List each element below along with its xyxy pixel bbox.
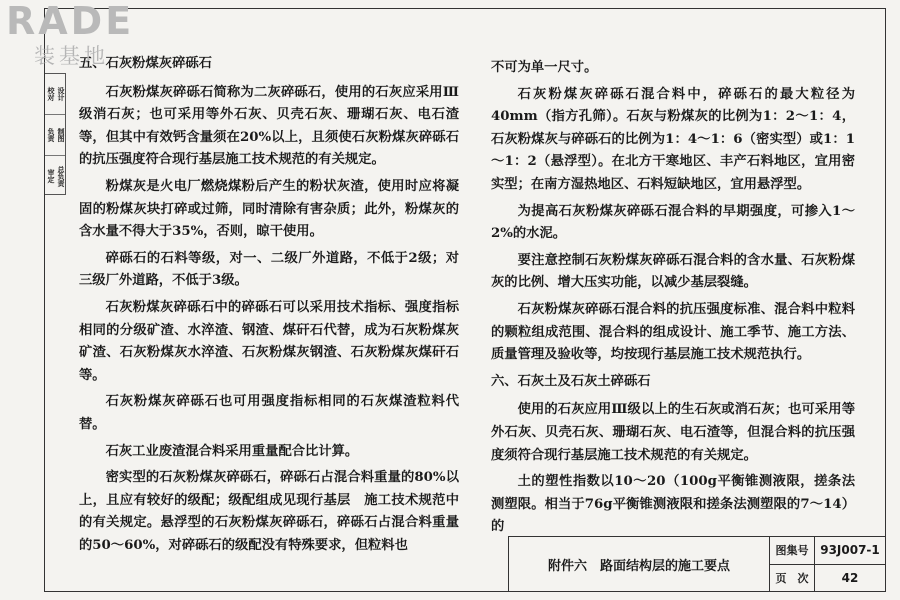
paragraph: 要注意控制石灰粉煤灰碎砾石混合料的含水量、石灰粉煤灰的比例、增大压实功能，以减少基层裂缝。 xyxy=(491,252,855,291)
page-number: 42 xyxy=(841,570,859,585)
watermark-brand: RADE xyxy=(6,0,135,43)
watermark-subtitle: 装基地 xyxy=(34,44,109,68)
paragraph: 土的塑性指数以10～20（100g平衡锥测液限，搓条法测塑限。相当于76g平衡锥测液限和搓条法测塑限的7～14）的 xyxy=(491,474,855,535)
paragraph: 不可为单一尺寸。 xyxy=(491,60,598,75)
signature-sidebar xyxy=(45,73,66,195)
page-number-label: 页 次 xyxy=(770,565,815,592)
paragraph: 石灰工业废渣混合料采用重量配合比计算。 xyxy=(105,443,359,459)
sidebar-cell: 负责 xyxy=(47,128,56,142)
paragraph: 密实型的石灰粉煤灰碎砾石，碎砾石占混合料重量的80%以上，且应有较好的级配；级配组成见现行基层 施工技术规范中的有关规定。悬浮型的石灰粉煤灰碎砾石，碎砾石占混合料重量的50～60%，对碎砾石的级配没有特殊要求，但粒料也 xyxy=(79,470,459,553)
drawing-number: 93J007-1 xyxy=(820,543,880,558)
paragraph: 粉煤灰是火电厂燃烧煤粉后产生的粉状灰渣，使用时应将凝固的粉煤灰块打碎或过筛，同时清除有害杂质；此外，粉煤灰的含水量不得大于35%，否则，晾干使用。 xyxy=(79,178,459,240)
paragraph: 石灰粉煤灰碎砾石中的碎砾石可以采用技术指标、强度指标相同的分级矿渣、水淬渣、钢渣、煤矸石代替，成为石灰粉煤灰矿渣、石灰粉煤灰水淬渣、石灰粉煤灰钢渣、石灰粉煤灰煤矸石等。 xyxy=(79,299,459,383)
page-frame xyxy=(44,8,886,592)
section-heading-six: 六、石灰土及石灰土碎砾石 xyxy=(491,373,651,389)
title-block xyxy=(508,536,885,591)
paragraph: 为提高石灰粉煤灰碎砾石混合料的早期强度，可掺入1～2%的水泥。 xyxy=(491,203,855,242)
sidebar-cell: 总负责 xyxy=(57,165,66,187)
drawing-number-label: 图集号 xyxy=(770,537,815,564)
sidebar-cell: 校对 xyxy=(47,87,56,101)
left-column xyxy=(79,53,459,561)
sidebar-cell: 审定 xyxy=(47,169,56,183)
watermark-logo xyxy=(6,2,156,74)
paragraph: 石灰粉煤灰碎砾石简称为二灰碎砾石，使用的石灰应采用Ⅲ级消石灰；也可采用等外石灰、贝壳石灰、珊瑚石灰、电石渣等，但其中有效钙含量须在20%以上，且须使石灰粉煤灰碎砾石的抗压强度符合现行基层施工技术规范的有关规定。 xyxy=(79,84,459,168)
sidebar-row xyxy=(45,115,65,156)
sidebar-cell: 设计 xyxy=(57,87,66,101)
drawing-number-row xyxy=(770,537,885,565)
title-block-meta xyxy=(770,537,885,591)
section-heading-five: 五、石灰粉煤灰碎砾石 xyxy=(79,56,212,71)
sidebar-row xyxy=(45,74,65,115)
paragraph: 使用的石灰应用Ⅲ级以上的生石灰或消石灰；也可采用等外石灰、贝壳石灰、珊瑚石灰、电石渣等，但混合料的抗压强度须符合现行基层施工技术规范的有关规定。 xyxy=(491,402,855,463)
sidebar-cell: 制图 xyxy=(57,128,66,142)
paragraph: 碎砾石的石料等级，对一、二级厂外道路，不低于2级；对三级厂外道路，不低于3级。 xyxy=(79,250,459,289)
drawing-title: 附件六 路面结构层的施工要点 xyxy=(509,537,770,591)
right-column xyxy=(491,57,855,543)
paragraph: 石灰粉煤灰碎砾石混合料的抗压强度标准、混合料中粒料的颗粒组成范围、混合料的组成设计、施工季节、施工方法、质量管理及验收等，均按现行基层施工技术规范执行。 xyxy=(491,301,855,363)
sidebar-row xyxy=(45,156,65,196)
paragraph: 石灰粉煤灰碎砾石混合料中，碎砾石的最大粒径为40mm（指方孔筛）。石灰与粉煤灰的比例为1：2～1：4，石灰粉煤灰与碎砾石的比例为1：4～1：6（密实型）或1：1～1：2（悬浮型）。在北方干寒地区、丰产石料地区，宜用密实型；在南方湿热地区、石料短缺地区，宜用悬浮型。 xyxy=(491,86,855,192)
page-number-row xyxy=(770,565,885,592)
paragraph: 石灰粉煤灰碎砾石也可用强度指标相同的石灰煤渣粒料代替。 xyxy=(79,394,459,432)
